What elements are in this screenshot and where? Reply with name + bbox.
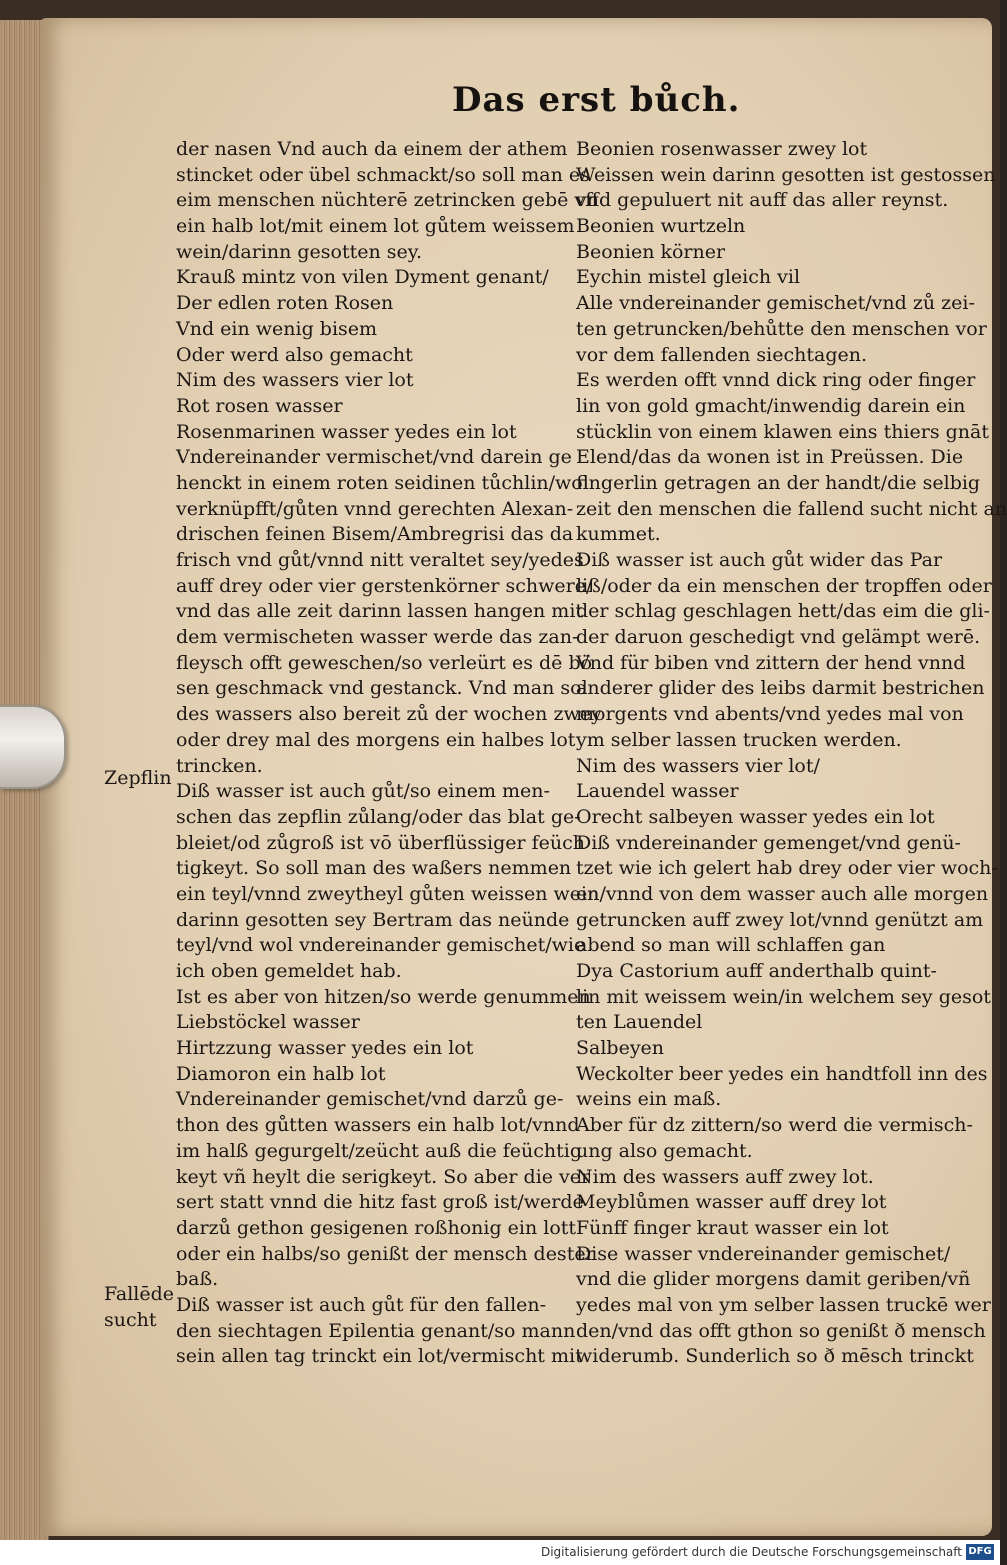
left-column-line: keyt vñ heylt die serigkeyt. So aber die ver bbox=[176, 1165, 591, 1188]
left-column-line: Diß wasser ist auch gůt/so einem men- bbox=[176, 780, 550, 803]
right-column-line: Beonien wurtzeln bbox=[576, 215, 746, 238]
margin-note-fallende: Fallēde bbox=[104, 1283, 175, 1305]
left-column-line: sen geschmack vnd gestanck. Vnd man sol bbox=[176, 677, 588, 700]
left-column-line: oder ein halbs/so genißt der mensch dester bbox=[176, 1242, 595, 1265]
margin-note-zepflin: Zepflin bbox=[104, 767, 172, 789]
left-column-line: tigkeyt. So soll man des waßers nemmen bbox=[176, 857, 572, 880]
left-column-line: oder drey mal des morgens ein halbes lot bbox=[176, 728, 576, 751]
right-column-line: Alle vndereinander gemischet/vnd zů zei- bbox=[576, 292, 975, 315]
right-column-line: Eychin mistel gleich vil bbox=[576, 266, 801, 289]
right-column-line: getruncken auff zwey lot/vnnd genützt am bbox=[576, 908, 984, 931]
left-column-line: bleiet/od zůgroß ist vō überflüssiger feüch bbox=[176, 831, 585, 854]
margin-note-sucht: sucht bbox=[104, 1309, 157, 1331]
left-column-line: baß. bbox=[176, 1268, 219, 1291]
left-column-line: wein/darinn gesotten sey. bbox=[176, 240, 423, 263]
left-column-line: auff drey oder vier gerstenkörner schwere/ bbox=[176, 574, 593, 597]
left-column-line: Der edlen roten Rosen bbox=[176, 292, 394, 315]
footer-bar bbox=[0, 1540, 1000, 1565]
right-column-line: zeit den menschen die fallend sucht nicht an bbox=[576, 497, 1007, 520]
left-column-line: Vndereinander vermischet/vnd darein ge bbox=[176, 446, 572, 469]
page-clip bbox=[0, 705, 66, 789]
dfg-logo: DFG bbox=[966, 1544, 994, 1560]
right-column-line: Nim des wassers auff zwey lot. bbox=[576, 1165, 874, 1188]
left-column-line: ein teyl/vnnd zweytheyl gůten weissen wein bbox=[176, 882, 600, 905]
right-column-line: lin mit weissem wein/in welchem sey gesot bbox=[576, 985, 991, 1008]
right-column-line: Diß wasser ist auch gůt wider das Par bbox=[576, 549, 943, 571]
left-column-line: eim menschen nüchterē zetrincken gebē vff bbox=[176, 189, 599, 212]
right-column-line: Salbeyen bbox=[576, 1037, 665, 1060]
running-title: Das erst bůch. bbox=[452, 80, 741, 120]
left-column-line: Liebstöckel wasser bbox=[176, 1011, 360, 1034]
left-column-line: trincken. bbox=[176, 754, 263, 777]
left-column-line: verknüpfft/gůten vnnd gerechten Alexan- bbox=[176, 497, 574, 520]
left-column-line: Hirtzzung wasser yedes ein lot bbox=[176, 1037, 474, 1060]
left-column-line: fleysch offt geweschen/so verleürt es dē bö bbox=[176, 651, 593, 674]
left-column-line: Diamoron ein halb lot bbox=[176, 1062, 386, 1085]
right-column-line: Nim des wassers vier lot/ bbox=[576, 754, 820, 777]
right-column-line: lin von gold gmacht/inwendig darein ein bbox=[576, 394, 966, 417]
right-column-line: en/vnnd von dem wasser auch alle morgen bbox=[576, 882, 989, 905]
left-column-line: dem vermischeten wasser werde das zan- bbox=[176, 626, 579, 649]
left-column-line: schen das zepflin zůlang/oder das blat ge- bbox=[176, 805, 581, 828]
left-column-line: darzů gethon gesigenen roßhonig ein lott bbox=[176, 1216, 577, 1239]
right-column-line: stücklin von einem klawen eins thiers gnāt bbox=[576, 420, 989, 443]
left-column-line: Diß wasser ist auch gůt für den fallen- bbox=[176, 1293, 547, 1316]
right-column-line: morgents vnd abents/vnd yedes mal von bbox=[576, 703, 964, 726]
right-column-line: Meyblůmen wasser auff drey lot bbox=[576, 1191, 887, 1214]
left-column-line: henckt in einem roten seidinen tůchlin/wol bbox=[176, 471, 589, 494]
left-column-line: den siechtagen Epilentia genant/so mann bbox=[176, 1319, 576, 1342]
right-column-line: ung also gemacht. bbox=[576, 1139, 753, 1162]
right-column-line: Dya Castorium auff anderthalb quint- bbox=[576, 960, 937, 982]
left-column-line: im halß gegurgelt/zeücht auß die feüchtig bbox=[176, 1139, 583, 1162]
left-column-line: Rot rosen wasser bbox=[176, 394, 343, 417]
left-column-line: des wassers also bereit zů der wochen zwey bbox=[176, 703, 602, 726]
left-column-line: teyl/vnd wol vndereinander gemischet/wie bbox=[176, 934, 586, 957]
right-column-line: Fünff finger kraut wasser ein lot bbox=[576, 1216, 889, 1239]
right-column-line: Weissen wein darinn gesotten ist gestossen bbox=[576, 163, 996, 186]
right-column-line: abend so man will schlaffen gan bbox=[576, 934, 886, 957]
left-column-line: Oder werd also gemacht bbox=[176, 343, 413, 366]
right-column-line: den/vnd das offt gthon so genißt ð mensch bbox=[576, 1319, 986, 1342]
right-column-line: ten getruncken/behůtte den menschen vor bbox=[576, 317, 987, 340]
left-column-line: ein halb lot/mit einem lot gůtem weissem bbox=[176, 215, 575, 238]
right-column-line: Diß vndereinander gemenget/vnd genü- bbox=[576, 831, 961, 854]
left-column-line: vnd das alle zeit darinn lassen hangen mit bbox=[176, 600, 584, 623]
right-column-line: anderer glider des leibs darmit bestrichen bbox=[576, 677, 985, 700]
right-column-line: weins ein maß. bbox=[576, 1088, 722, 1111]
left-column-line: darinn gesotten sey Bertram das neünde bbox=[176, 908, 570, 931]
footer-credit: Digitalisierung gefördert durch die Deutsche Forschungsgemeinschaft bbox=[540, 1545, 962, 1559]
left-column-line: drischen feinen Bisem/Ambregrisi das da bbox=[176, 523, 574, 546]
left-column-line: sein allen tag trinckt ein lot/vermischt mit bbox=[176, 1345, 583, 1368]
right-column-line: tzet wie ich gelert hab drey oder vier woch- bbox=[576, 857, 998, 880]
left-column-line: sert statt vnnd die hitz fast groß ist/werde bbox=[176, 1191, 584, 1214]
right-column-line: kummet. bbox=[576, 523, 661, 546]
right-column-line: Orecht salbeyen wasser yedes ein lot bbox=[576, 805, 935, 828]
right-column-line: Es werden offt vnnd dick ring oder finger bbox=[576, 369, 976, 392]
left-column-line: Vndereinander gemischet/vnd darzů ge- bbox=[176, 1088, 564, 1111]
right-column-line: widerumb. Sunderlich so ð mēsch trinckt bbox=[576, 1345, 974, 1368]
right-column-line: Beonien körner bbox=[576, 240, 726, 263]
right-column-line: der schlag geschlagen hett/das eim die gli- bbox=[576, 600, 990, 623]
right-column-line: ten Lauendel bbox=[576, 1011, 703, 1034]
right-column-line: yedes mal von ym selber lassen truckē wer bbox=[576, 1293, 991, 1316]
left-column-line: thon des gůtten wassers ein halb lot/vnnd bbox=[176, 1114, 580, 1137]
left-column-line: ich oben gemeldet hab. bbox=[176, 960, 402, 982]
right-column-line: der daruon geschedigt vnd gelämpt werē. bbox=[576, 626, 981, 649]
left-column-line: Nim des wassers vier lot bbox=[176, 369, 414, 392]
right-column-line: Beonien rosenwasser zwey lot bbox=[576, 138, 868, 160]
right-column-line: Aber für dz zittern/so werd die vermisch- bbox=[576, 1114, 973, 1137]
right-column-line: vnd gepuluert nit auff das aller reynst. bbox=[576, 189, 949, 212]
left-column-line: Ist es aber von hitzen/so werde genummen bbox=[176, 985, 591, 1008]
right-column-line: fingerlin getragen an der handt/die selbig bbox=[576, 471, 981, 494]
left-column-line: stincket oder übel schmackt/so soll man es bbox=[176, 163, 590, 186]
left-column-line: Rosenmarinen wasser yedes ein lot bbox=[176, 420, 517, 443]
right-column-line: vor dem fallenden siechtagen. bbox=[576, 343, 868, 366]
left-column bbox=[176, 137, 602, 1370]
left-column-line: der nasen Vnd auch da einem der athem bbox=[176, 138, 568, 160]
left-column-line: Vnd ein wenig bisem bbox=[176, 317, 378, 340]
right-column-line: Weckolter beer yedes ein handtfoll inn des bbox=[576, 1062, 988, 1085]
left-column-line: frisch vnd gůt/vnnd nitt veraltet sey/yedes bbox=[176, 549, 584, 571]
right-column-line: Dise wasser vndereinander gemischet/ bbox=[576, 1242, 951, 1265]
right-column-line: Lauendel wasser bbox=[576, 780, 739, 803]
right-column-line: Vnd für biben vnd zittern der hend vnnd bbox=[576, 651, 966, 674]
right-column-line: ym selber lassen trucken werden. bbox=[576, 728, 902, 751]
left-column-line: Krauß mintz von vilen Dyment genant/ bbox=[176, 266, 549, 289]
right-column bbox=[576, 137, 1007, 1370]
right-column-line: Elend/das da wonen ist in Preüssen. Die bbox=[576, 446, 964, 469]
right-column-line: liß/oder da ein menschen der tropffen oder bbox=[576, 574, 992, 597]
right-column-line: vnd die glider morgens damit geriben/vñ bbox=[576, 1268, 971, 1291]
